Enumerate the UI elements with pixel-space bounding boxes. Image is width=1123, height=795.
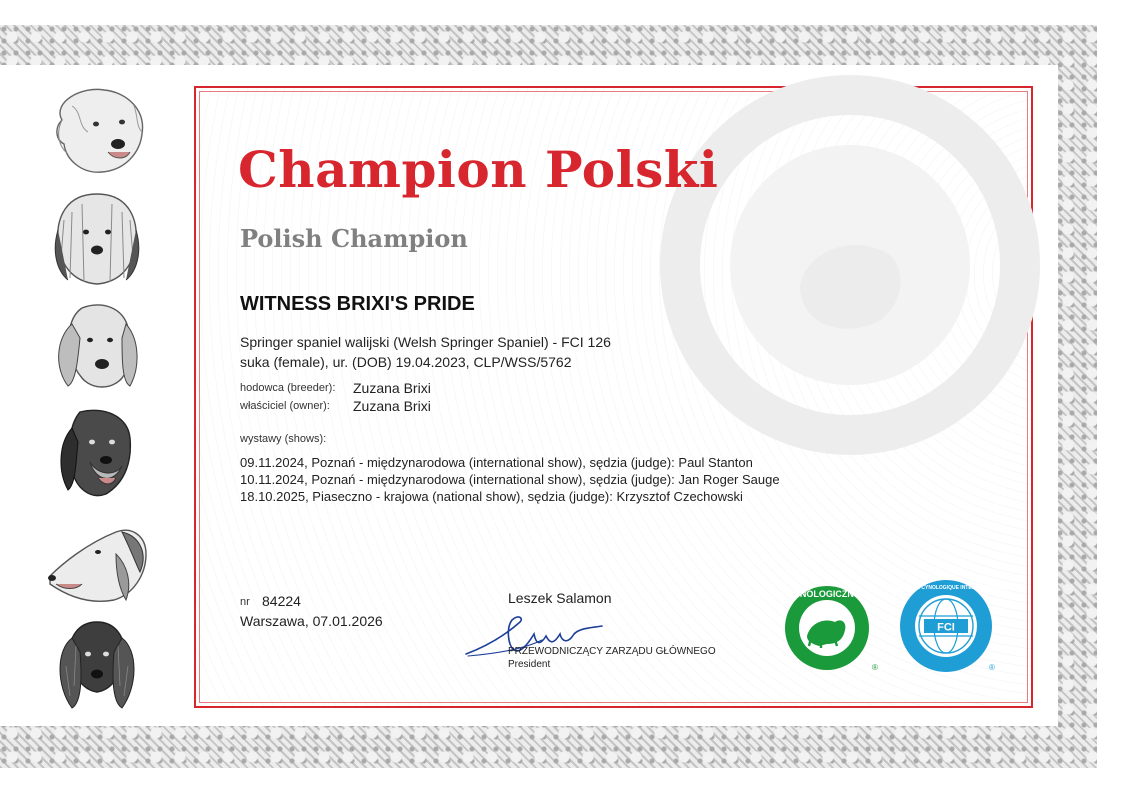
show-entry: 09.11.2024, Poznań - międzynarodowa (international show), sędzia (judge): Paul Stanton xyxy=(240,455,753,470)
breeder-label: hodowca (breeder): xyxy=(240,382,336,394)
place-and-date: Warszawa, 07.01.2026 xyxy=(240,613,383,629)
fci-logo-text: FCI xyxy=(937,621,955,634)
show-entry: 10.11.2024, Poznań - międzynarodowa (international show), sędzia (judge): Jan Roger Sauge xyxy=(240,472,780,487)
cocker-spaniel-portrait-icon xyxy=(42,616,152,712)
zkwp-watermark-seal xyxy=(660,75,1040,455)
signatory-role-en: President xyxy=(508,659,551,670)
black-and-tan-hound-portrait-icon xyxy=(42,406,152,502)
signatory-role: PRZEWODNICZĄCY ZARZĄDU GŁÓWNEGO xyxy=(508,646,716,657)
bloodhound-portrait-icon xyxy=(42,298,152,394)
dog-details-line: suka (female), ur. (DOB) 19.04.2023, CLP/WSS/5762 xyxy=(240,354,572,370)
golden-retriever-portrait-icon xyxy=(42,82,152,178)
shows-label: wystawy (shows): xyxy=(240,433,327,445)
certificate-subtitle: Polish Champion xyxy=(240,224,468,253)
zkwp-logo-text: ZWIĄZEK KYNOLOGICZNY W POLSCE xyxy=(743,589,911,599)
breeder-value: Zuzana Brixi xyxy=(353,380,431,396)
zkwp-logo xyxy=(743,582,911,674)
signatory-name: Leszek Salamon xyxy=(508,590,612,606)
fci-registered-mark: ® xyxy=(989,663,995,672)
fci-ring-text: FEDERATION CYNOLOGIQUE INTERNATIONALE xyxy=(887,585,1005,591)
certificate-number-value: 84224 xyxy=(262,593,301,609)
owner-value: Zuzana Brixi xyxy=(353,398,431,414)
breed-line: Springer spaniel walijski (Welsh Springer Spaniel) - FCI 126 xyxy=(240,334,611,350)
dog-portraits-column xyxy=(42,82,152,694)
certificate-number-label: nr xyxy=(240,596,250,608)
fci-logo xyxy=(887,578,1005,674)
certificate-title: Champion Polski xyxy=(238,140,719,199)
show-entry: 18.10.2025, Piaseczno - krajowa (national show), sędzia (judge): Krzysztof Czechowski xyxy=(240,489,743,504)
dog-name: WITNESS BRIXI'S PRIDE xyxy=(240,293,475,315)
zkwp-registered-mark: ® xyxy=(872,663,878,672)
owner-label: właściciel (owner): xyxy=(240,400,330,412)
bearded-collie-portrait-icon xyxy=(42,190,152,286)
borzoi-portrait-icon xyxy=(42,514,152,610)
